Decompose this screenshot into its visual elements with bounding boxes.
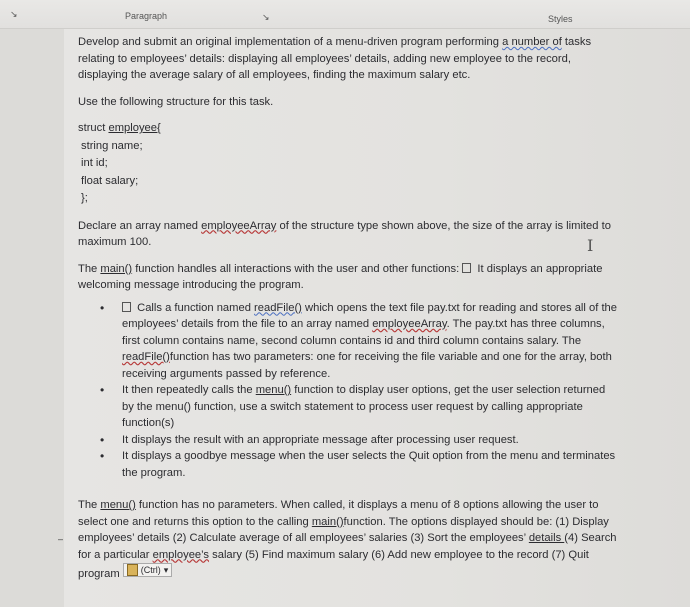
code-line: float salary;	[81, 174, 139, 187]
paste-options-label: (Ctrl)	[140, 565, 161, 575]
list-item: • It displays a goodbye message when the user selects the Quit option from the menu and terminates the program.	[100, 449, 616, 479]
paste-options-button[interactable]	[123, 563, 173, 577]
bullet-icon: •	[100, 449, 105, 463]
clipboard-icon	[127, 564, 138, 576]
left-launcher-icon[interactable]: ↘	[10, 9, 18, 19]
bullet-icon: •	[100, 383, 105, 397]
list-item: • It displays the result with an appropriate message after processing user request.	[100, 432, 519, 447]
bullet-icon: •	[100, 300, 105, 315]
struct-code-block	[78, 120, 618, 208]
structure-instruction: Use the following structure for this task.	[78, 95, 274, 108]
intro-paragraph: Develop and submit an original implementation of a menu-driven program performing a number of tasks relating to employees’ details: displaying all employees’ details, adding new employee to the record, displaying the average salary of all employees, finding the maximum salary etc.	[78, 36, 592, 81]
code-line: int id;	[81, 157, 108, 169]
struct-header: struct employee{	[78, 122, 161, 134]
checkbox-glyph-icon	[462, 263, 471, 273]
code-line: };	[81, 192, 88, 204]
list-item: • Calls a function named readFile() which opens the text file pay.txt for reading and stores all of the employees’ details from the file to an array named employeeArray. The pay.txt has three columns, first column contains name, second column contains id and third column contains salary. The readFile()function has two parameters: one for receiving the file variable and one for the array, both receiving arguments passed by reference.	[100, 300, 617, 380]
checkbox-glyph-icon	[122, 302, 131, 312]
styles-group-label: Styles	[548, 14, 573, 24]
ribbon-bar	[0, 0, 690, 29]
chevron-down-icon: ▾	[163, 565, 169, 575]
code-line: string name;	[81, 139, 143, 152]
declare-paragraph: Declare an array named employeeArray of the structure type shown above, the size of the array is limited to maximum 100.	[78, 219, 611, 248]
bullet-icon: •	[100, 432, 105, 447]
document-body[interactable]	[78, 30, 618, 583]
paragraph-group-label: Paragraph	[125, 11, 168, 21]
left-margin-marker: –	[58, 534, 64, 544]
list-item: • It then repeatedly calls the menu() function to display user options, get the user selection returned by the menu() function, use a switch statement to process user request by calling appropriate function(s)	[100, 383, 606, 429]
paragraph-launcher-icon[interactable]: ↘	[262, 12, 270, 22]
menu-function-paragraph: The menu() function has no parameters. When called, it displays a menu of 8 options allowing the user to select one and returns this option to the calling main()function. The options displayed should be: (1) Display employees’ details (2) Calculate average of all employees’ salaries (3) Sort the employees’ details (4) Search for a particular employee’s salary (5) Find maximum salary (6) Add new employee to the record (7) Quit program (Ctrl) ▾	[78, 499, 617, 580]
main-function-paragraph: The main() function handles all interactions with the user and other functions: It displays an appropriate welcoming message introducing the program.	[78, 262, 603, 291]
main-function-bullet-list	[78, 300, 618, 482]
text-cursor-icon: I	[587, 236, 594, 255]
